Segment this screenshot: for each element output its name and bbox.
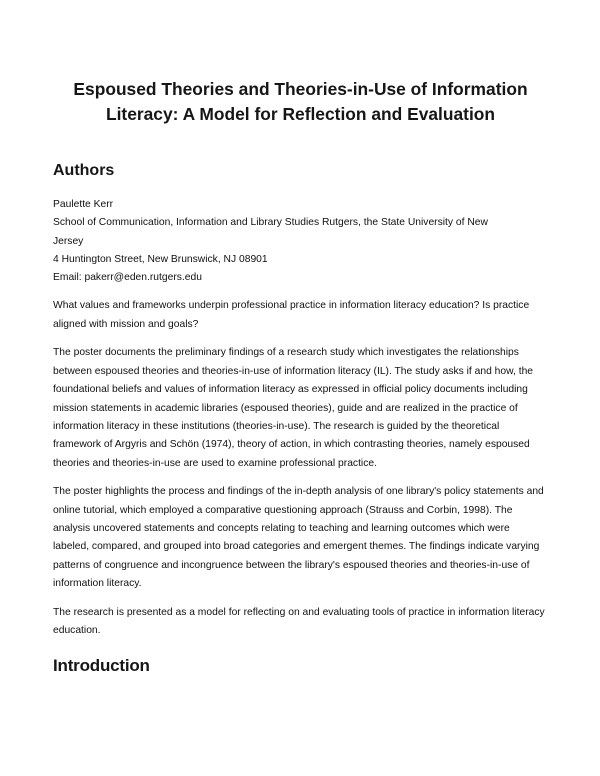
title-line-1: Espoused Theories and Theories-in-Use of Information xyxy=(73,79,528,99)
research-question: What values and frameworks underpin professional practice in information literacy education? Is practice aligned with mission and goals? xyxy=(53,300,530,330)
abstract-paragraph-2: The poster highlights the process and findings of the in-depth analysis of one library's policy statements and online tutorial, which employed a comparative questioning approach (Strauss and Corbin, 1998). The analysis uncovered statements and concepts relating to teaching and learning outcomes which were labeled, compared, and grouped into broad categories and emergent themes. The findings indicate varying patterns of congruence and incongruence between the library's espoused theories and theories-in-use of information literacy. xyxy=(53,486,544,590)
author-affiliation-line-1: School of Communication, Information and Library Studies Rutgers, the State University of New xyxy=(53,217,488,229)
author-name: Paulette Kerr xyxy=(53,199,114,210)
authors-heading: Authors xyxy=(53,162,115,179)
introduction-heading: Introduction xyxy=(53,656,150,676)
abstract-paragraph-1: The poster documents the preliminary findings of a research study which investigates the relationships between espoused theories and theories-in-use of information literacy (IL). The study asks if and how, the foundational beliefs and values of information literacy as expressed in official policy documents including mission statements in academic libraries (espoused theories), guide and are realized in the practice of information literacy in these institutions (theories-in-use). The research is guided by the theoretical framework of Argyris and Schön (1974), theory of action, in which contrasting theories, namely espoused theories and theories-in-use are used to examine professional practice. xyxy=(53,347,534,469)
abstract-paragraph-3: The research is presented as a model for reflecting on and evaluating tools of practice in information literacy education. xyxy=(53,606,545,636)
author-email: Email: pakerr@eden.rutgers.edu xyxy=(53,272,202,284)
author-address: 4 Huntington Street, New Brunswick, NJ 08901 xyxy=(53,253,268,265)
title-line-2: Literacy: A Model for Reflection and Evaluation xyxy=(105,104,496,124)
document-title xyxy=(53,0,548,127)
author-affiliation-line-2: Jersey xyxy=(53,235,84,247)
author-block xyxy=(53,196,548,287)
